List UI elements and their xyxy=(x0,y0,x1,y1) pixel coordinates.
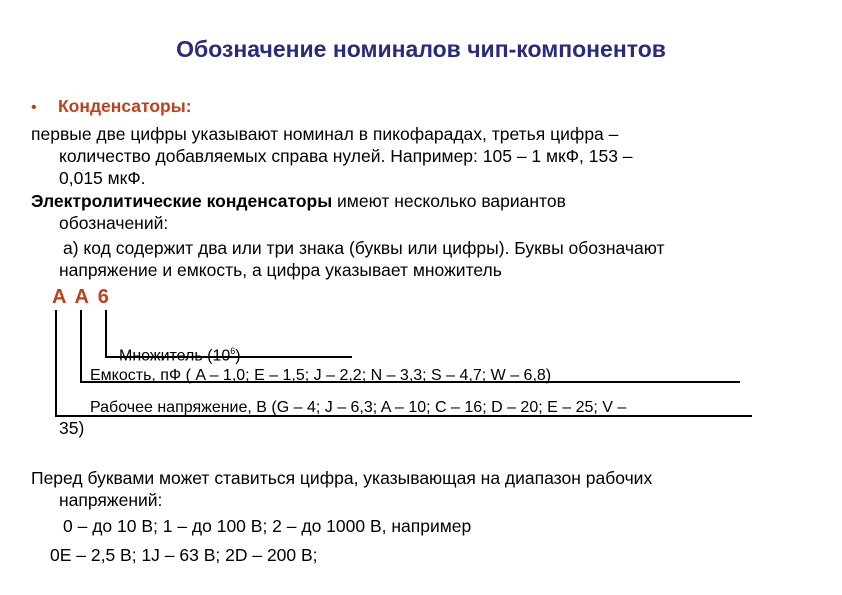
voltage-label-line2: 35) xyxy=(59,418,85,438)
electrolytic-heading-rest: имеют несколько вариантов xyxy=(332,191,566,211)
multiplier-label-prefix: Множитель (10 xyxy=(119,347,231,365)
code-example: A A 6 xyxy=(52,286,111,308)
voltage-label-line1: Рабочее напряжение, В (G – 4; J – 6,3; A – 10; C – 16; D – 20; E – 25; V – xyxy=(90,399,627,416)
voltage-connector-vertical xyxy=(55,310,57,416)
electrolytic-heading xyxy=(31,190,566,212)
prefix-text-line1: Перед буквами может ставиться цифра, указывающая на диапазон рабочих xyxy=(31,468,653,488)
multiplier-label xyxy=(119,340,241,367)
variant-a-line2: напряжение и емкость, а цифра указывает множитель xyxy=(59,260,502,280)
variant-a-line1: а) код содержит два или три знака (буквы или цифры). Буквы обозначают xyxy=(63,238,665,258)
capacitance-label: Емкость, пФ ( A – 1,0; E – 1,5; J – 2,2; N – 3,3; S – 4,7; W – 6,8) xyxy=(90,367,552,384)
multiplier-connector-vertical xyxy=(105,310,107,357)
voltage-example-line: 0E – 2,5 В; 1J – 63 В; 2D – 200 В; xyxy=(50,545,318,565)
capacitors-text-line2: количество добавляемых справа нулей. Например: 105 – 1 мкФ, 153 – xyxy=(59,146,633,166)
electrolytic-heading-bold: Электролитические конденсаторы xyxy=(31,191,333,211)
multiplier-exponent: 6 xyxy=(230,346,236,356)
electrolytic-text-line2: обозначений: xyxy=(59,213,169,233)
bullet-icon: • xyxy=(31,99,37,116)
capacitors-text-line3: 0,015 мкФ. xyxy=(59,168,146,188)
voltage-range-line: 0 – до 10 В; 1 – до 100 В; 2 – до 1000 В, например xyxy=(63,516,472,536)
capacitance-connector-vertical xyxy=(80,310,82,382)
capacitors-text-line1: первые две цифры указывают номинал в пикофарадах, третья цифра – xyxy=(31,124,619,144)
capacitors-heading: Конденсаторы: xyxy=(58,96,192,116)
page-title: Обозначение номиналов чип-компонентов xyxy=(176,36,666,62)
prefix-text-line2: напряжений: xyxy=(59,490,163,510)
multiplier-label-suffix: ) xyxy=(235,347,241,365)
